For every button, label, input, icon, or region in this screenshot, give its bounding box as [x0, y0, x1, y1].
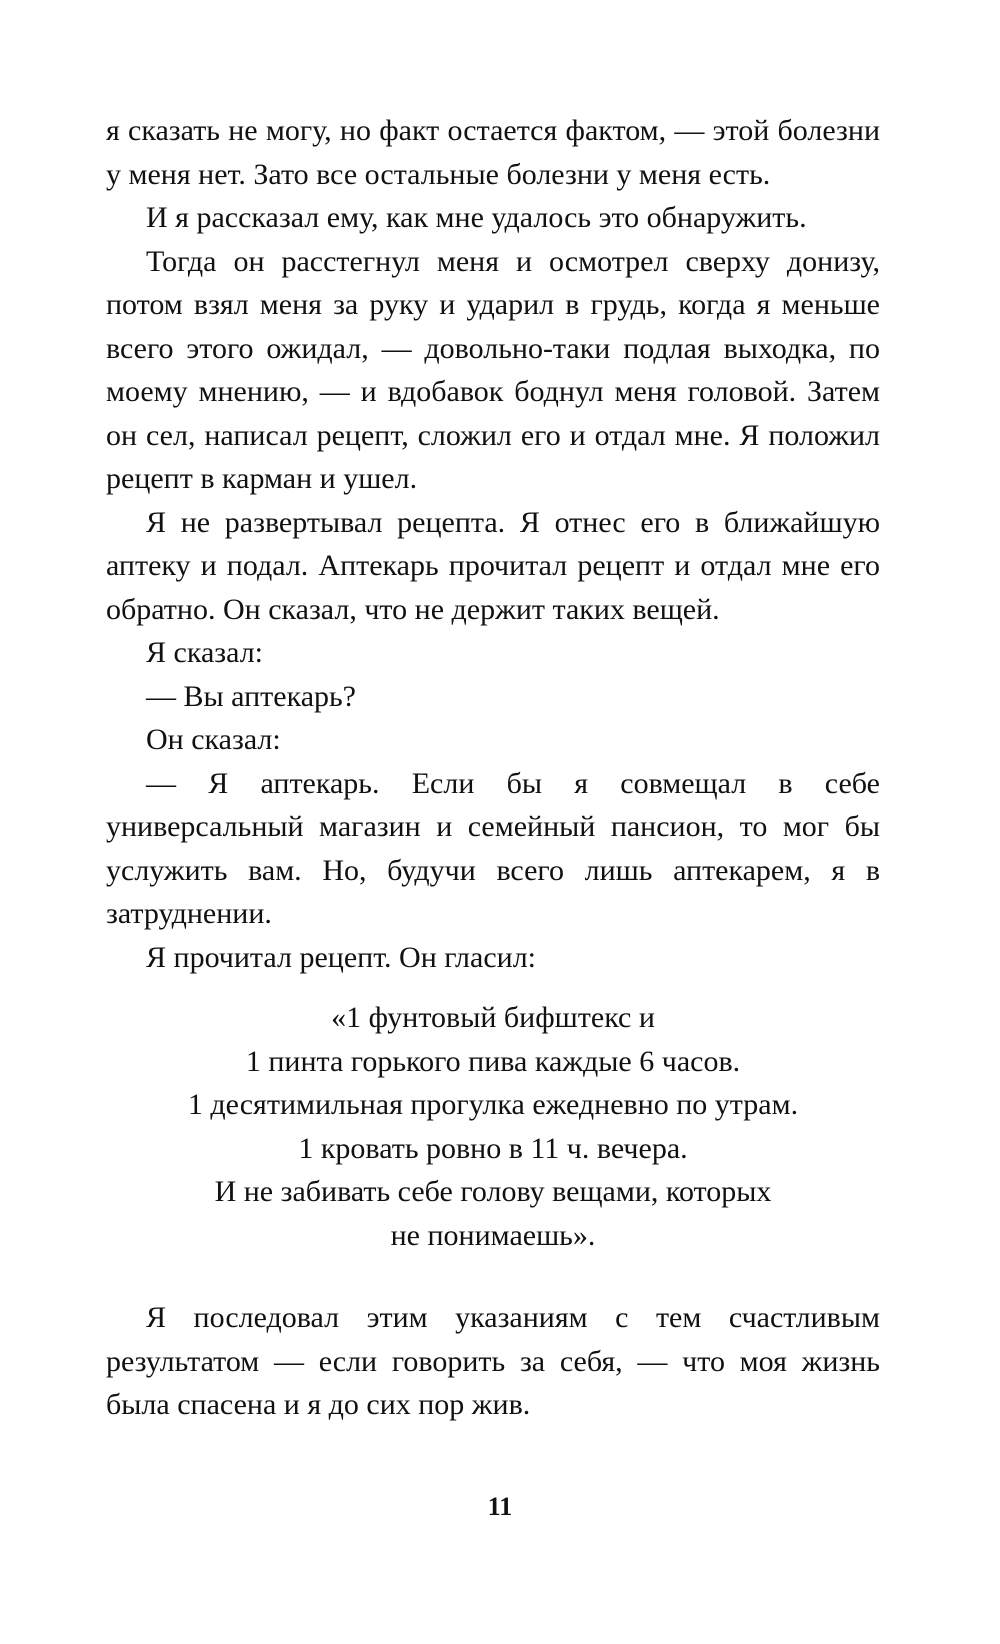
paragraph-continuation: я сказать не могу, но факт остается фактом, — этой болезни у меня нет. Зато все остальные болезни у меня есть. [106, 114, 880, 191]
paragraph: Тогда он расстегнул меня и осмотрел сверху донизу, потом взял меня за руку и ударил в грудь, когда я меньше всего этого ожидал, — довольно-таки подлая выходка, по моему мнению, — и вдобавок боднул меня головой. Затем он сел, написал рецепт, сложил его и отдал мне. Я положил рецепт в карман и ушел. [106, 244, 880, 495]
prescription-block [106, 996, 880, 1257]
prescription-line: 1 кровать ровно в 11 ч. вечера. [298, 1131, 688, 1165]
paragraph-closing: Я последовал этим указаниям с тем счастливым результатом — если говорить за себя, — что моя жизнь была спасена и я до сих пор жив. [106, 1301, 880, 1421]
paragraph: Я прочитал рецепт. Он гласил: [146, 940, 537, 974]
paragraph: И я рассказал ему, как мне удалось это обнаружить. [146, 201, 807, 234]
page-number: 11 [487, 1492, 513, 1521]
paragraph: Я не развертывал рецепта. Я отнес его в ближайшую аптеку и подал. Аптекарь прочитал рецепт и отдал мне его обратно. Он сказал, что не держит таких вещей. [106, 505, 880, 626]
prescription-line: И не забивать себе голову вещами, которых [214, 1175, 772, 1208]
closing-text [106, 1296, 880, 1427]
prescription-line: не понимаешь». [390, 1218, 596, 1252]
prescription-line: «1 фунтовый бифштекс и [331, 1001, 655, 1034]
prescription-line: 1 десятимильная прогулка ежедневно по утрам. [187, 1088, 799, 1121]
dialogue-line: Я сказал: [146, 636, 263, 669]
dialogue-line: — Я аптекарь. Если бы я совмещал в себе универсальный магазин и семейный пансион, то мог бы услужить вам. Но, будучи всего лишь аптекарем, я в затруднении. [106, 766, 880, 930]
main-text [106, 109, 880, 979]
prescription-line: 1 пинта горького пива каждые 6 часов. [245, 1044, 741, 1078]
dialogue-line: — Вы аптекарь? [146, 679, 356, 713]
dialogue-line: Он сказал: [146, 723, 281, 756]
